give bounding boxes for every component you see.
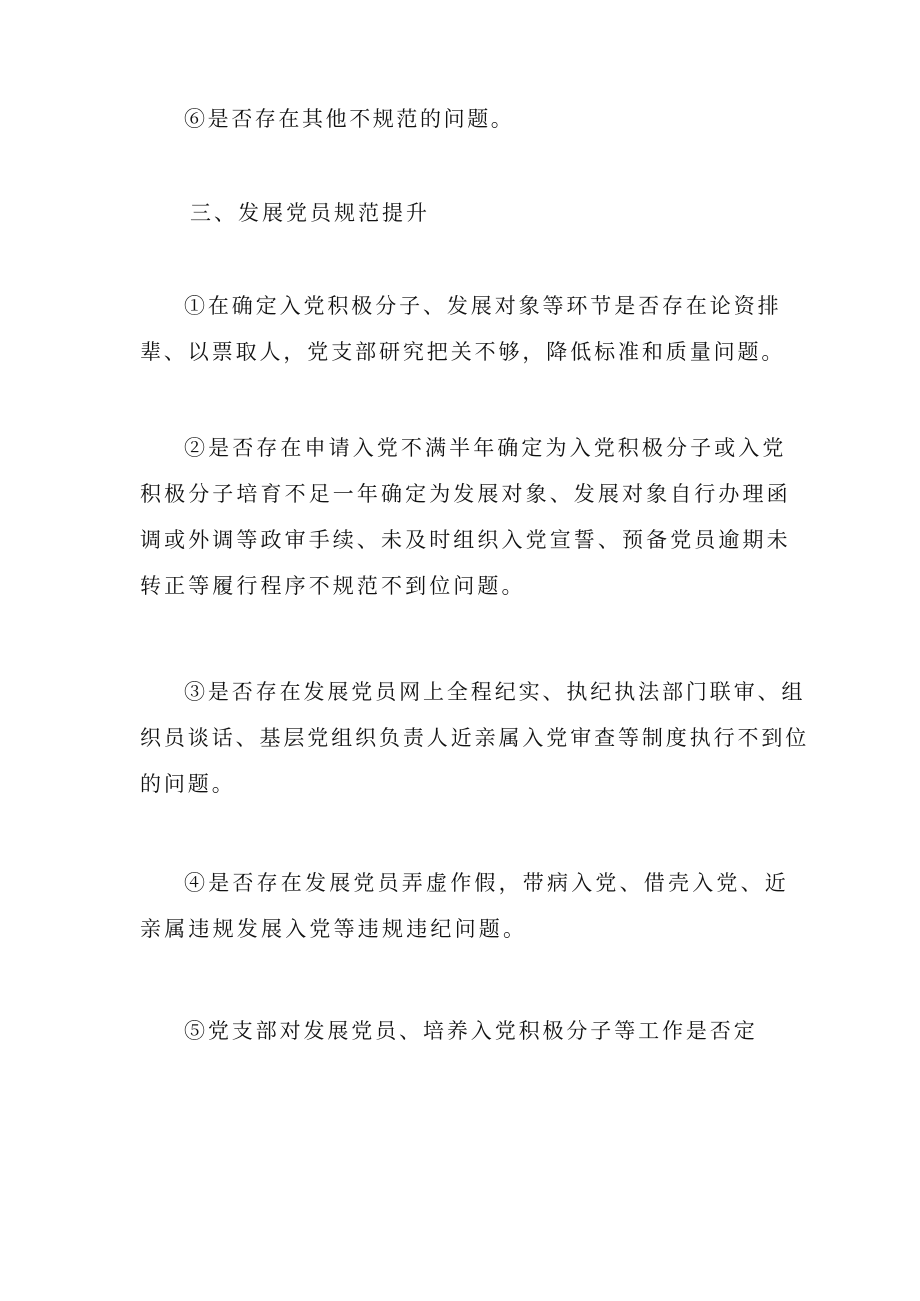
section-heading: 三、发展党员规范提升: [190, 201, 430, 225]
item-2-paragraph: ②是否存在申请入党不满半年确定为入党积极分子或入党积极分子培育不足一年确定为发展对象、发展对象自行办理函调或外调等政审手续、未及时组织入党宣誓、预备党员逾期未转正等履行程序不规范不到位问题。: [140, 436, 791, 598]
item-1-paragraph: ①在确定入党积极分子、发展对象等环节是否存在论资排辈、以票取人，党支部研究把关不够，降低标准和质量问题。: [140, 294, 786, 364]
item-3-paragraph: ③是否存在发展党员网上全程纪实、执纪执法部门联审、组织员谈话、基层党组织负责人近亲属入党审查等制度执行不到位的问题。: [140, 680, 810, 796]
item-4-paragraph: ④是否存在发展党员弄虚作假，带病入党、借壳入党、近亲属违规发展入党等违规违纪问题。: [140, 871, 789, 941]
item-6-paragraph: ⑥是否存在其他不规范的问题。: [184, 107, 515, 131]
item-5-paragraph: ⑤党支部对发展党员、培养入党积极分子等工作是否定: [184, 1019, 758, 1043]
